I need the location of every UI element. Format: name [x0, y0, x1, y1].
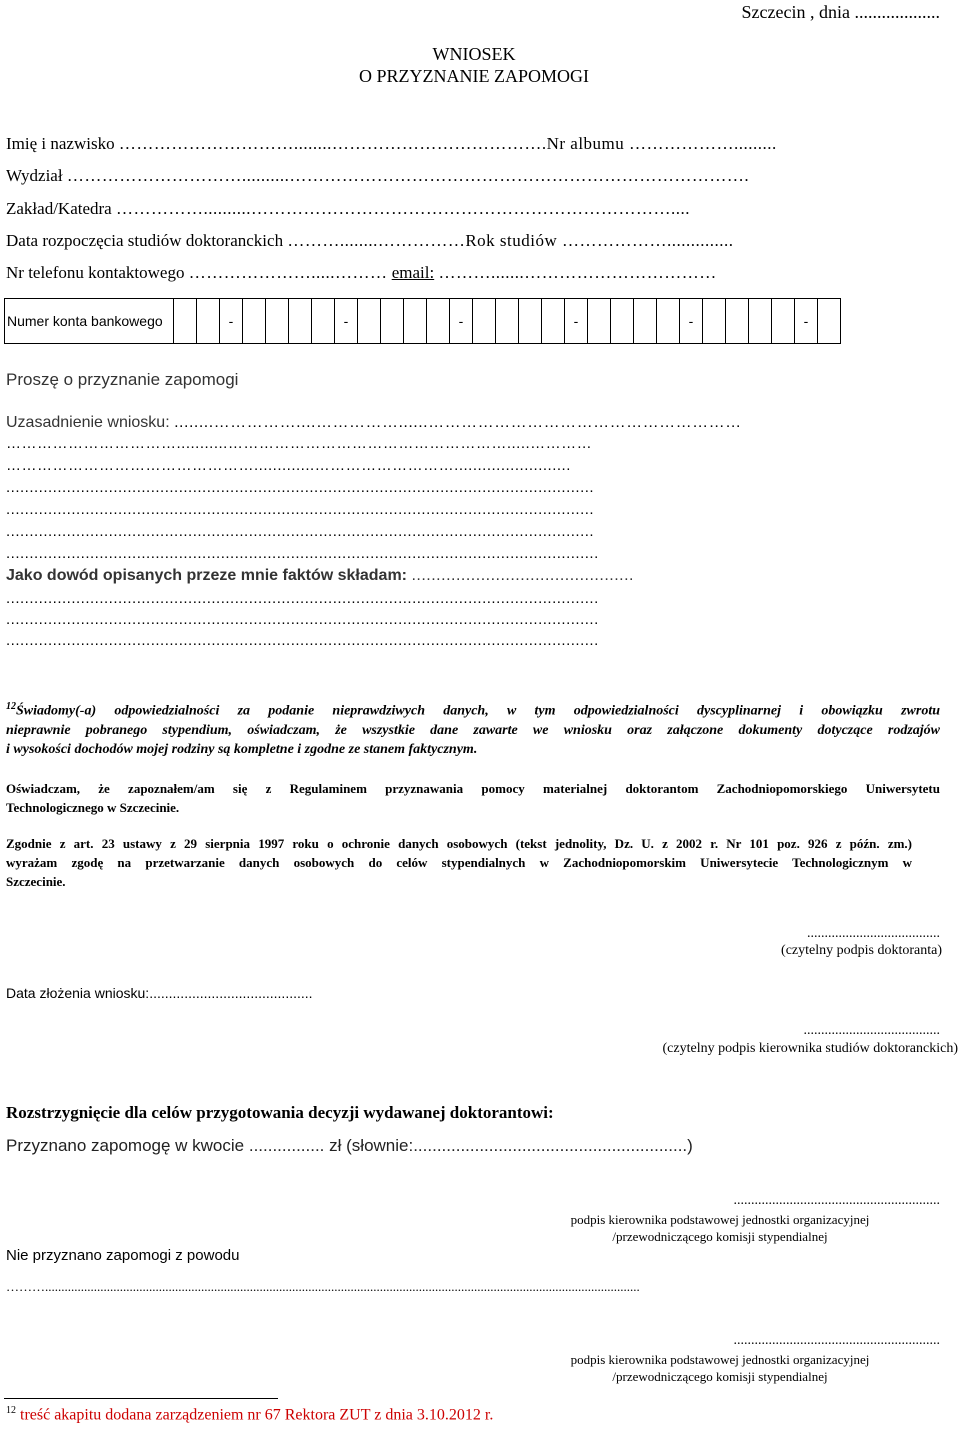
footnote-number: 12: [6, 1405, 16, 1416]
account-digit-cell[interactable]: [542, 299, 565, 344]
student-signature-dots[interactable]: ......................................: [807, 926, 940, 941]
student-signature-caption: (czytelny podpis doktoranta): [781, 943, 942, 958]
decision-signature2-dots[interactable]: ...........................................................: [733, 1333, 940, 1348]
account-digit-cell[interactable]: [358, 299, 381, 344]
account-digit-cell[interactable]: -: [680, 299, 703, 344]
place-date: Szczecin , dnia ...................: [741, 2, 940, 22]
submission-date-label: Data złożenia wniosku:: [6, 985, 150, 1001]
dotted-line[interactable]: ...............................................................................................................................: [6, 611, 599, 628]
account-digit-cell[interactable]: [174, 299, 197, 344]
account-digit-cell[interactable]: -: [450, 299, 473, 344]
account-digit-cell[interactable]: [611, 299, 634, 344]
decision-signature1-caption2: /przewodniczącego komisji stypendialnej: [612, 1229, 828, 1244]
justification-row: [6, 414, 742, 432]
name-dots[interactable]: …………………………........……………………………….Nr albumu ……………….........: [118, 134, 777, 153]
refusal-label: Nie przyznano zapomogi z powodu: [6, 1247, 240, 1264]
account-digit-cell[interactable]: -: [335, 299, 358, 344]
footnote-ref: 12: [6, 701, 16, 712]
account-digit-cell[interactable]: [312, 299, 335, 344]
account-digit-cell[interactable]: -: [220, 299, 243, 344]
document-subtitle: O PRZYZNANIE ZAPOMOGI: [359, 66, 589, 86]
request-title: Proszę o przyznanie zapomogi: [6, 370, 239, 389]
account-digit-cell[interactable]: [496, 299, 519, 344]
study-start-label: Data rozpoczęcia studiów doktoranckich: [6, 231, 284, 250]
decision-signature2-caption2: /przewodniczącego komisji stypendialnej: [612, 1369, 828, 1384]
submission-date-row: [6, 985, 313, 1001]
email-dots[interactable]: ……….......……………………………: [438, 263, 717, 282]
evidence-label: Jako dowód opisanych przeze mnie faktów składam:: [6, 567, 407, 584]
study-start-field-row: [6, 231, 734, 251]
account-digit-cell[interactable]: [588, 299, 611, 344]
head-signature-caption: (czytelny podpis kierownika studiów doktoranckich): [662, 1041, 958, 1056]
account-digit-cell[interactable]: [634, 299, 657, 344]
contact-field-row: [6, 263, 717, 283]
justification-first-dots[interactable]: ........……………....……………......…………………………………………………: [174, 414, 742, 431]
evidence-first-dots[interactable]: .............................................: [411, 567, 634, 584]
bank-account-label: Numer konta bankowego: [5, 299, 174, 344]
consent-statement: Zgodnie z art. 23 ustawy z 29 sierpnia 1997 roku o ochronie danych osobowych (tekst jednolity, Dz. U. z 2002 r. Nr 101 poz. 926 z późn. zm.) wyrażam zgodę na przetwarzanie danych osobowych do celów stypendialnych w Zachodniopomorskim Uniwersytecie Technologicznym w Szczecinie.: [6, 836, 912, 889]
granted-amount-row[interactable]: Przyznano zapomogę w kwocie ................ zł (słownie:..........................................................): [6, 1136, 693, 1155]
justification-label: Uzasadnienie wniosku:: [6, 414, 170, 431]
department-field-row: [6, 199, 690, 219]
decision-signature1-dots[interactable]: ...........................................................: [733, 1193, 940, 1208]
awareness-statement: $^{12}$Świadomy(-a) odpowiedzialności za podanie nieprawdziwych danych, w tym odpowiedzialności dyscyplinarnej i obowiązku zwrotu nieprawnie pobranego stypendium, oświadczam, że wszystkie dane zawarte we wniosku oraz załączone dokumenty dotyczące rodzajów i wysokości dochodów mojej rodziny są kompletne i zgodne ze stanem faktycznym.: [6, 701, 940, 757]
decision-signature2-caption1: podpis kierownika podstawowej jednostki organizacyjnej: [570, 1352, 870, 1367]
head-signature-dots[interactable]: .......................................: [803, 1023, 940, 1038]
faculty-field-row: [6, 166, 749, 186]
dotted-line[interactable]: ………………………………………….............……………………….........................: [6, 457, 571, 474]
document-title: WNIOSEK: [432, 44, 516, 64]
name-label: Imię i nazwisko: [6, 134, 115, 153]
name-field-row: [6, 134, 777, 154]
account-digit-cell[interactable]: [266, 299, 289, 344]
dotted-line[interactable]: ...............................................................................................................................: [6, 590, 599, 607]
account-digit-cell[interactable]: [519, 299, 542, 344]
decision-signature1-caption1: podpis kierownika podstawowej jednostki organizacyjnej: [570, 1212, 870, 1227]
bank-account-table: [4, 298, 841, 344]
evidence-row: [6, 567, 634, 585]
account-digit-cell[interactable]: [772, 299, 795, 344]
regulations-statement: Oświadczam, że zapoznałem/am się z Regulaminem przyznawania pomocy materialnej doktorantom Zachodniopomorskiego Uniwersytetu Technologicznego w Szczecinie.: [6, 781, 940, 815]
account-digit-cell[interactable]: -: [565, 299, 588, 344]
footnote-text: treść akapitu dodana zarządzeniem nr 67 Rektora ZUT z dnia 3.10.2012 r.: [16, 1406, 494, 1424]
account-digit-cell[interactable]: [749, 299, 772, 344]
dotted-line[interactable]: ...............................................................................................................................: [6, 632, 599, 649]
phone-label: Nr telefonu kontaktowego: [6, 263, 185, 282]
account-digit-cell[interactable]: [243, 299, 266, 344]
footnote: [6, 1405, 493, 1424]
account-digit-cell[interactable]: [197, 299, 220, 344]
dotted-line[interactable]: ..............................................................................................................................: [6, 501, 595, 518]
phone-dots[interactable]: ………………….....………: [188, 263, 388, 282]
account-digit-cell[interactable]: [818, 299, 841, 344]
account-digit-cell[interactable]: [473, 299, 496, 344]
account-digit-cell[interactable]: [289, 299, 312, 344]
dotted-line[interactable]: ...............................................................................................................................: [6, 545, 599, 562]
faculty-label: Wydział: [6, 166, 63, 185]
department-dots[interactable]: ……………..........………………………………………………………………....: [115, 199, 690, 218]
email-label: email:: [391, 263, 435, 282]
account-digit-cell[interactable]: [381, 299, 404, 344]
account-digit-cell[interactable]: -: [795, 299, 818, 344]
department-label: Zakład/Katedra: [6, 199, 112, 218]
account-digit-cell[interactable]: [404, 299, 427, 344]
account-digit-cell[interactable]: [703, 299, 726, 344]
footnote-separator: [4, 1398, 278, 1399]
submission-date-dots[interactable]: ..........................................: [149, 985, 313, 1001]
refusal-dots[interactable]: ……….......................................................................................................................................................................................: [6, 1279, 640, 1294]
account-digit-cell[interactable]: [726, 299, 749, 344]
account-digit-cell[interactable]: [427, 299, 450, 344]
dotted-line[interactable]: ..............................................................................................................................: [6, 479, 595, 496]
account-digit-cell[interactable]: [657, 299, 680, 344]
faculty-dots[interactable]: …………………………..........…………………………………………………………………….: [66, 166, 750, 185]
decision-title: Rozstrzygnięcie dla celów przygotowania decyzji wydawanej doktorantowi:: [6, 1103, 554, 1122]
dotted-line[interactable]: ……………………………...........……………………………………………….....…………: [6, 435, 593, 452]
study-start-dots[interactable]: ………........……………Rok studiów ………………..............: [287, 231, 734, 250]
dotted-line[interactable]: ..............................................................................................................................: [6, 523, 595, 540]
